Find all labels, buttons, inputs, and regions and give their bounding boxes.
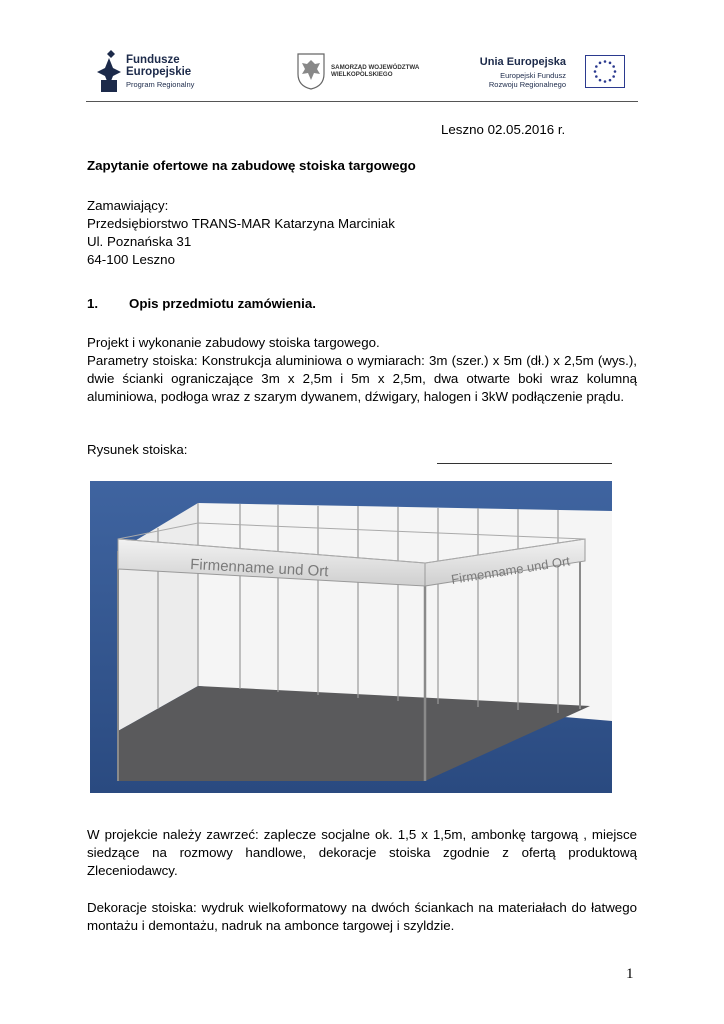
document-subject: Zapytanie ofertowe na zabudowę stoiska targowego [87,158,416,173]
eu-star [612,75,615,78]
fe-logo-subtitle: Program Regionalny [126,80,195,89]
paragraph-parameters [87,334,637,406]
zamawiajacy-street: Ul. Poznańska 31 [87,234,192,249]
eu-star [609,79,612,82]
section-number: 1. [87,296,99,311]
eu-star [599,62,602,65]
eu-star [595,75,598,78]
eu-star [604,60,607,63]
eagle-crest-icon [296,52,326,90]
drawing-label: Rysunek stoiska: [87,442,188,457]
paragraph-decorations: Dekoracje stoiska: wydruk wielkoformatowy na dwóch ściankach na materiałach do łatwego montażu i demontażu, nadruk na ambonce targowej i szyldzie. [87,900,637,933]
eu-star [612,65,615,68]
header-divider [86,101,638,102]
zamawiajacy-city: 64-100 Leszno [87,252,175,267]
eu-star [594,70,597,73]
paragraph-line-params: Parametry stoiska: Konstrukcja aluminiowa o wymiarach: 3m (szer.) x 5m (dł.) x 2,5m (wys.), dwie ścianki ograniczające 3m x 2,5m i 5m x 2,5m, dwa otwarte boki wraz kolumną aluminiowa, podłoga wraz z szarym dywanem, dźwigary, halogen i 3kW podłączenie prądu. [87,353,637,404]
zamawiajacy-label: Zamawiający: [87,198,169,213]
signature-line [437,463,612,464]
document-date: Leszno 02.05.2016 r. [441,122,566,137]
section-title: Opis przedmiotu zamówienia. [129,296,316,311]
ue-logo-subtitle: Europejski Fundusz Rozwoju Regionalnego [488,71,566,89]
eu-flag-icon [585,55,625,88]
eu-star [595,65,598,68]
wlkp-logo-text: SAMORZĄD WOJEWÓDZTWA WIELKOPOLSKIEGO [331,64,420,78]
page-number: 1 [626,966,634,982]
zamawiajacy-name: Przedsiębiorstwo TRANS-MAR Katarzyna Marciniak [87,216,395,231]
booth-fascia-text-front: Firmenname und Ort [189,556,329,581]
fe-logo-title: Fundusze Europejskie [126,54,192,78]
booth-fascia-text-side: Firmenname und Ort [450,553,571,587]
paragraph-project: W projekcie należy zawrzeć: zaplecze socjalne ok. 1,5 x 1,5m, ambonkę targową , miejsce siedzące na rozmowy handlowe, dekoracje stoiska zgodnie z ofertą produktową Zleceniodawcy. [87,827,637,878]
eu-star [614,70,617,73]
booth-illustration [90,481,612,793]
eu-star [599,79,602,82]
paragraph-line-intro: Projekt i wykonanie zabudowy stoiska targowego. [87,335,380,350]
zamawiajacy-block [87,197,395,269]
eu-star [604,80,607,83]
ue-logo-title: Unia Europejska [479,56,566,68]
eu-star [609,62,612,65]
